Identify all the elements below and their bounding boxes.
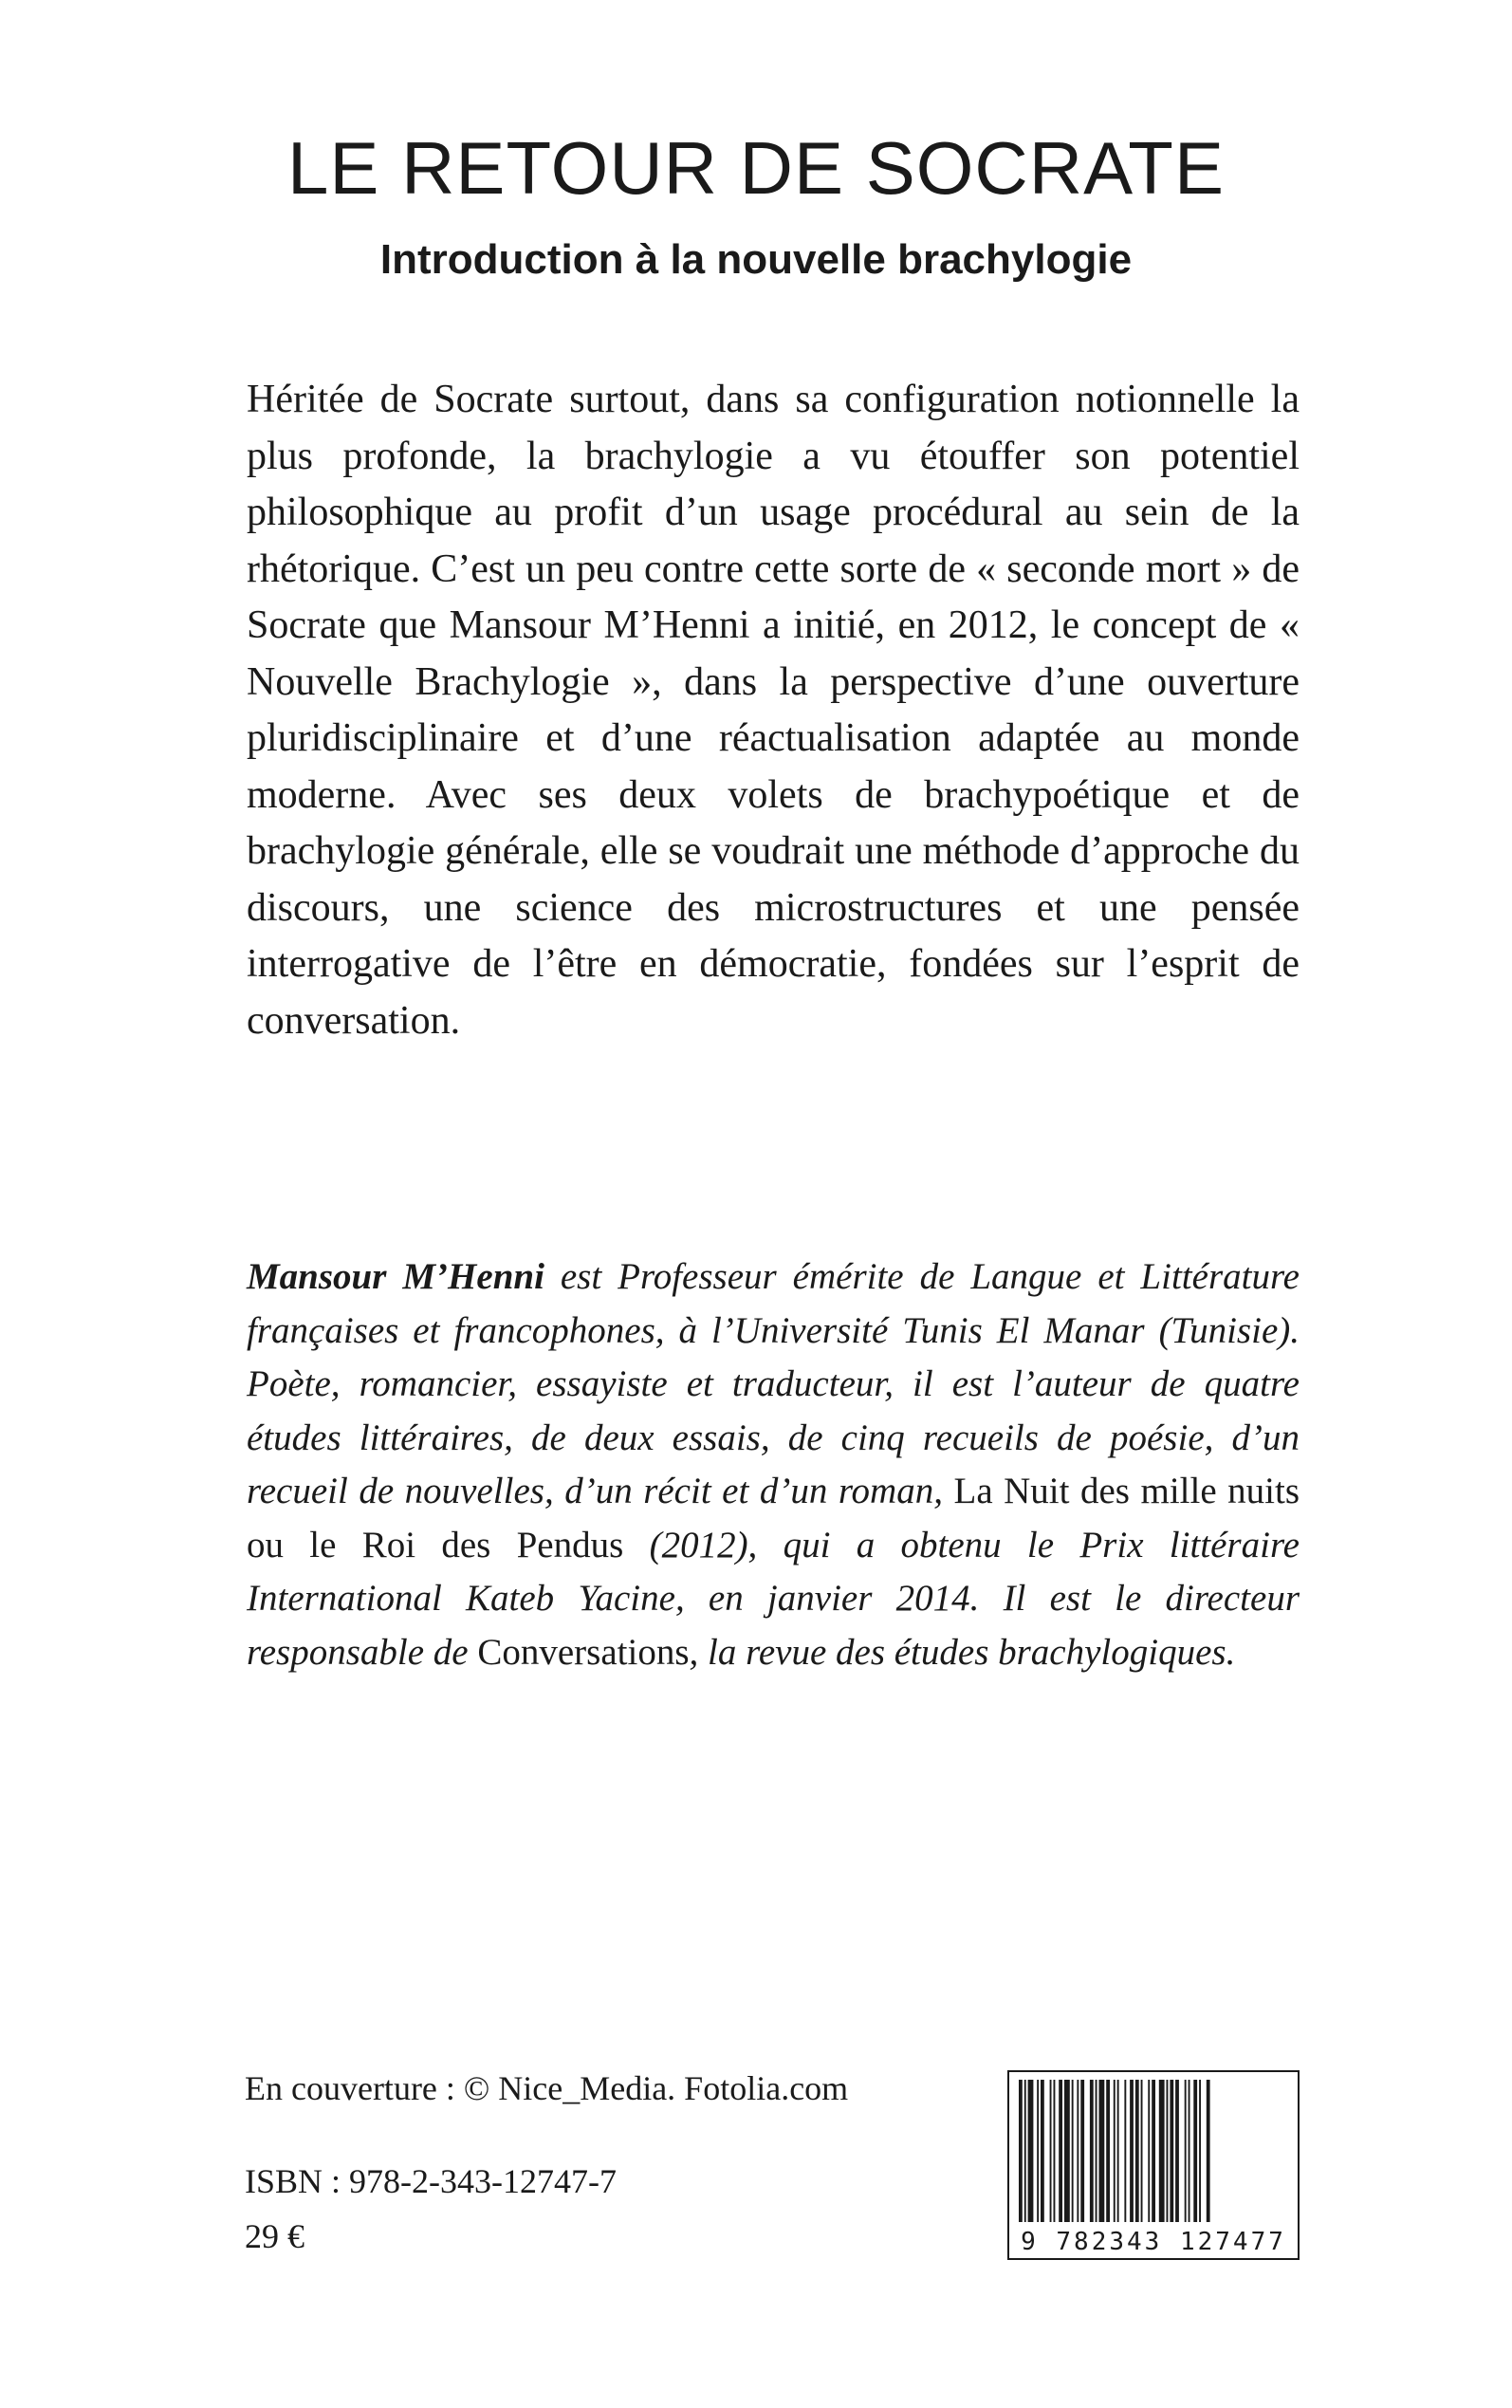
barcode-digits: 9 782343 127477 bbox=[1021, 2228, 1286, 2256]
barcode-bar bbox=[1135, 2080, 1139, 2222]
price: 29 € bbox=[245, 2217, 304, 2255]
bio-journal-title: Conversations bbox=[477, 1631, 690, 1673]
cover-credit: En couverture : © Nice_Media. Fotolia.com bbox=[245, 2069, 849, 2107]
barcode-bar bbox=[1141, 2080, 1143, 2222]
isbn-barcode bbox=[1007, 2070, 1300, 2260]
barcode-bar bbox=[1099, 2080, 1105, 2222]
barcode-bar bbox=[1106, 2080, 1110, 2222]
barcode-bar bbox=[1019, 2080, 1023, 2222]
bio-text-part1: est Professeur émérite de Langue et Littérature françaises et francophones, à l’Université Tunis El Manar (Tunisie). Poète, romancier, essayiste et traducteur, il est l’auteur de quatre études littéraires, de deux essais, de cinq recueils de poésie, d’un recueil de nouvelles, d’un récit et d’un roman, bbox=[247, 1256, 1300, 1511]
barcode-bar bbox=[1077, 2080, 1079, 2222]
barcode-bar bbox=[1189, 2080, 1190, 2222]
barcode-bar bbox=[1130, 2080, 1134, 2222]
book-subtitle: Introduction à la nouvelle brachylogie bbox=[379, 236, 1133, 283]
book-title: LE RETOUR DE SOCRATE bbox=[287, 126, 1225, 210]
bio-text-part3: , la revue des études brachylogiques. bbox=[689, 1631, 1236, 1673]
barcode-bar bbox=[1193, 2080, 1197, 2222]
barcode-bar bbox=[1199, 2080, 1201, 2222]
barcode-bar bbox=[1059, 2080, 1062, 2222]
barcode-bar bbox=[1028, 2080, 1034, 2222]
barcode-bars bbox=[1009, 2072, 1298, 2224]
barcode-bar bbox=[1167, 2080, 1169, 2222]
barcode-bar bbox=[1124, 2080, 1126, 2222]
barcode-bar bbox=[1159, 2080, 1165, 2222]
barcode-bar bbox=[1148, 2080, 1150, 2222]
bio-novel-title: La Nuit des mille nuits ou le Roi des Pendus bbox=[247, 1471, 1300, 1565]
barcode-bar bbox=[1207, 2080, 1210, 2222]
barcode-bar bbox=[1175, 2080, 1179, 2222]
barcode-bar bbox=[1037, 2080, 1039, 2222]
barcode-bar bbox=[1170, 2080, 1173, 2222]
barcode-bar bbox=[1041, 2080, 1044, 2222]
barcode-bar bbox=[1080, 2080, 1084, 2222]
barcode-bar bbox=[1090, 2080, 1094, 2222]
barcode-bar bbox=[1064, 2080, 1070, 2222]
barcode-bar bbox=[1024, 2080, 1026, 2222]
bio-text-part2: (2012), qui a obtenu le Prix littéraire International Kateb Yacine, en janvier 2014. Il est le directeur responsable de bbox=[247, 1524, 1300, 1673]
bio-author-name: Mansour M’Henni bbox=[247, 1256, 544, 1297]
barcode-bar bbox=[1050, 2080, 1052, 2222]
barcode-bar bbox=[1054, 2080, 1056, 2222]
barcode-bar bbox=[1185, 2080, 1187, 2222]
barcode-bar bbox=[1152, 2080, 1155, 2222]
barcode-bar bbox=[1114, 2080, 1116, 2222]
isbn: ISBN : 978-2-343-12747-7 bbox=[245, 2162, 617, 2200]
author-bio bbox=[247, 1250, 1300, 1679]
summary-paragraph: Héritée de Socrate surtout, dans sa configuration notionnelle la plus profonde, la brachylogie a vu étouffer son potentiel philosophique au profit d’un usage procédural au sein de la rhétorique. C’est un peu contre cette sorte de « seconde mort » de Socrate que Mansour M’Henni a initié, en 2012, le concept de « Nouvelle Brachylogie », dans la perspective d’une ouverture pluridisciplinaire et d’une réactualisation adaptée au monde moderne. Avec ses deux volets de brachypoétique et de brachylogie générale, elle se voudrait une méthode d’approche du discours, une science des microstructures et une pensée interrogative de l’être en démocratie, fondées sur l’esprit de conversation. bbox=[247, 378, 1300, 1043]
barcode-bar bbox=[1072, 2080, 1074, 2222]
barcode-bar bbox=[1117, 2080, 1119, 2222]
barcode-bar bbox=[1096, 2080, 1097, 2222]
